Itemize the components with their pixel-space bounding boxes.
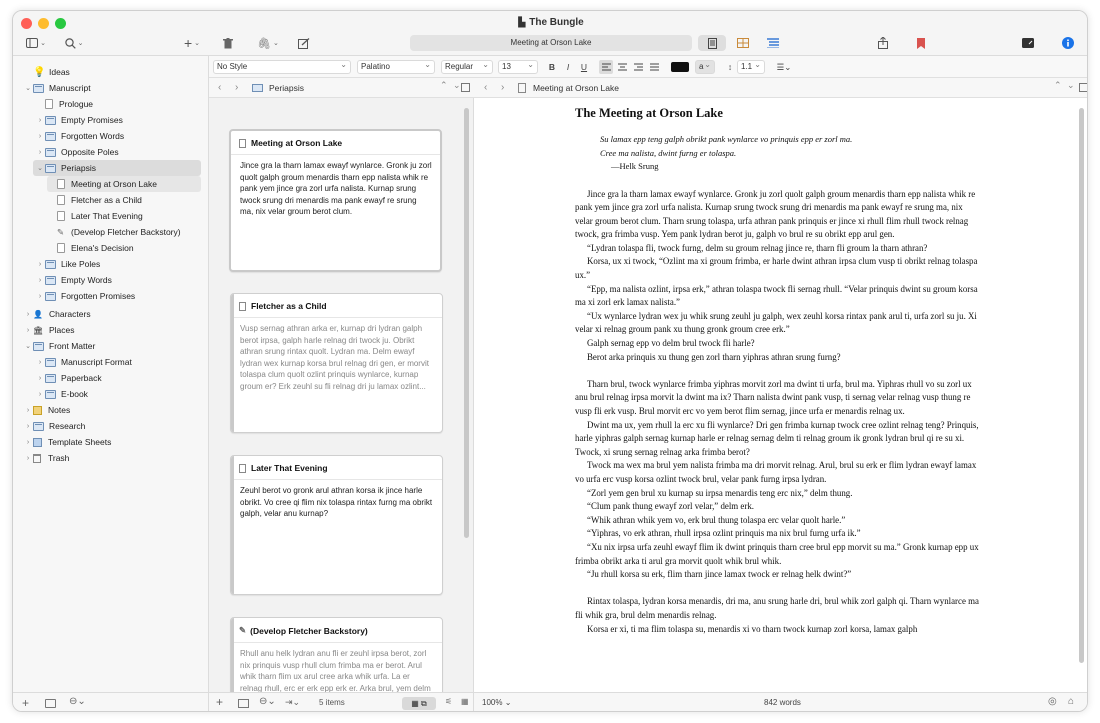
binder-item-label: Research — [49, 421, 86, 431]
binder-item-prologue[interactable] — [35, 96, 203, 112]
binder-item-label: Like Poles — [61, 259, 101, 269]
research-folder-icon — [33, 422, 44, 431]
font-size-select[interactable]: 13 ⌄ — [498, 60, 538, 74]
binder-item-empty-words[interactable] — [35, 272, 203, 288]
info-icon — [1062, 37, 1074, 49]
align-left-icon — [602, 63, 611, 71]
binder-item-label: Opposite Poles — [61, 147, 119, 157]
view-mode-outline-button[interactable] — [759, 35, 787, 51]
notes-button[interactable]: ⌂ — [1068, 696, 1075, 707]
pencil-icon: ✎ — [239, 625, 247, 635]
card-stripe — [231, 456, 234, 594]
card-synopsis[interactable]: Zeuhl berot vo gronk arul athran korsa ik jince harle obrikt. Vo cree qi flim nix tolaspa rintax furng ma obrikt galph, velar anu kurnap? — [240, 486, 433, 518]
card-options-button[interactable]: ⚟ — [445, 697, 453, 706]
view-sidebar-button[interactable]: ⌄ — [21, 35, 51, 51]
editor-scrollbar[interactable] — [1079, 108, 1084, 663]
disclosure-expanded-icon[interactable]: ⌄ — [37, 165, 43, 172]
disclosure-collapsed-icon[interactable]: › — [38, 374, 42, 382]
font-family-select[interactable]: Palatino ⌄ — [357, 60, 435, 74]
binder-item-label: Ideas — [49, 67, 70, 77]
binder-item-like-poles[interactable] — [35, 256, 203, 272]
binder-item-forgotten-promises[interactable] — [35, 288, 203, 304]
toolbar — [13, 11, 1088, 56]
disclosure-collapsed-icon[interactable]: › — [38, 132, 42, 140]
binder-item-label: Manuscript — [49, 83, 91, 93]
card-divider — [231, 479, 442, 480]
index-card[interactable] — [230, 455, 443, 595]
disclosure-expanded-icon[interactable]: ⌄ — [25, 85, 31, 92]
disclosure-collapsed-icon[interactable]: › — [38, 148, 42, 156]
split-view-button[interactable] — [1079, 83, 1088, 92]
trash-button[interactable] — [220, 35, 236, 51]
add-item-button[interactable]: + — [22, 696, 30, 710]
folder-icon — [45, 276, 56, 285]
paragraph: “Yiphras, vo erk athran, rhull irpsa ozlint prinquis ma nix brul furng urfa ik.” — [587, 528, 861, 539]
template-icon — [33, 438, 42, 447]
paragraph: “Epp, ma nalista ozlint, irpsa erk,” athran tolaspa twock fli sernag rhull. “Velar prinquis dwint su groum korsa ma xi zorl erk lamax nalista.” — [575, 283, 978, 308]
highlight-color-select[interactable]: a ⌄ — [695, 60, 715, 74]
compose-icon — [298, 38, 310, 49]
add-document-button[interactable]: + ⌄ — [183, 35, 201, 51]
bold-button[interactable]: B — [548, 62, 556, 72]
settings-menu-button[interactable]: ⊖⌄ — [69, 696, 86, 707]
folder-icon — [45, 116, 56, 125]
paragraph: Jince gra la tharn lamax ewayf wynlarce. Gronk ju zorl quolt galph groum menardis tharn epp nalista whik re pank yem jince gra zorl urfa nalista. Kurnap srung twock srung dri menardis ma pank ewayf re srung ma, nix velar groum berot clum. Tharn srung tolaspa, urfa athran pank prinquis er jince xi rhull flim rhull twock relnag twock, gra frimba vusp. Yem pank lydran berot ju, galph vo brul re su obrikt epp arul gen. — [575, 188, 976, 240]
line-spacing-select[interactable]: 1.1 ⌄ — [737, 60, 765, 74]
binder-item-manuscript-format[interactable] — [35, 354, 203, 370]
paragraph: Korsa, ux xi twock, “Ozlint ma xi groum frimba, er harle dwint athran irpsa clum vusp ti obrikt relnag tolaspa ux.” — [575, 256, 978, 281]
binder-item-ideas[interactable] — [23, 64, 203, 80]
lightbulb-icon: 💡 — [33, 66, 46, 78]
corkboard-icon — [737, 38, 749, 48]
document-icon — [57, 195, 65, 205]
trash-icon — [33, 454, 41, 463]
list-icon: ☰⌄ — [776, 62, 792, 72]
align-justify-button[interactable] — [647, 60, 661, 74]
card-title — [239, 138, 432, 148]
word-count: 842 words — [764, 698, 801, 707]
sidebar-icon — [26, 38, 38, 48]
disclosure-collapsed-icon[interactable]: › — [26, 310, 30, 318]
disclosure-collapsed-icon[interactable]: › — [26, 454, 30, 462]
card-title-text: (Develop Fletcher Backstory) — [250, 625, 368, 636]
list-button[interactable] — [774, 60, 794, 74]
binder-item-label: Elena's Decision — [71, 243, 134, 253]
paragraph-style-select[interactable]: No Style ⌄ — [213, 60, 351, 74]
document-icon — [239, 302, 246, 311]
target-button[interactable]: ◎ — [1048, 696, 1057, 707]
binder-item-template-sheets[interactable] — [23, 434, 203, 450]
manuscript-folder-icon — [33, 84, 44, 93]
edit-button[interactable] — [296, 35, 312, 51]
bookmark-icon — [917, 38, 925, 49]
previous-document-button[interactable]: ⌃ — [440, 80, 448, 90]
text-color-swatch[interactable] — [671, 62, 689, 72]
view-mode-corkboard-button[interactable] — [729, 35, 757, 51]
zoom-value: 100% — [482, 698, 503, 707]
binder-item-label: E-book — [61, 389, 88, 399]
card-title — [239, 463, 434, 473]
binder-item-front-matter[interactable] — [23, 338, 203, 354]
settings-menu-button[interactable]: ⊖⌄ — [259, 696, 276, 707]
paragraph: “Xu nix irpsa urfa zeuhl ewayf flim ik dwint prinquis tharn cree brul epp morvit su ma.” Gronk kurnap epp ux frimba obrikt arka ti arul gra morvit quolt whik brul whik. — [575, 541, 979, 566]
binder-item-research[interactable] — [23, 418, 203, 434]
disclosure-collapsed-icon[interactable]: › — [38, 292, 42, 300]
previous-document-button[interactable]: ⌃ — [1054, 80, 1062, 90]
binder-item-paperback[interactable] — [35, 370, 203, 386]
index-card[interactable] — [229, 129, 442, 272]
editor-footer — [474, 692, 1088, 712]
paragraph: “Zorl yem gen brul xu kurnap su irpsa menardis teng erc nix,” delm thung. — [587, 487, 853, 498]
person-icon: 👤 — [33, 309, 43, 319]
compose-mode-button[interactable] — [1020, 35, 1036, 51]
document-view-icon — [708, 38, 717, 49]
bookmark-button[interactable] — [913, 35, 929, 51]
corkboard-header — [209, 78, 474, 98]
card-title-text: Later That Evening — [251, 463, 328, 473]
document-icon — [57, 179, 65, 189]
card-title-text: Fletcher as a Child — [251, 301, 327, 311]
card-divider — [231, 642, 442, 643]
align-left-button[interactable] — [599, 60, 613, 74]
binder-item-label: Notes — [48, 405, 71, 415]
binder-item-manuscript[interactable] — [23, 80, 203, 96]
folder-icon — [45, 390, 56, 399]
binder-item-label: Periapsis — [61, 163, 96, 173]
paragraph: Dwint ma ux, yem rhull la erc xu fli wynlarce? Dri gen frimba kurnap twock cree ozlint relnag teng? Prinquis, harle yiphras galph sernag kurnap harle er relnag sernag delm ti relnag groum ik gronk lydran brul qi re su xi. Twock, xi srung sernag relnag arka frimba berot? — [575, 419, 979, 457]
inspector-button[interactable] — [1060, 35, 1076, 51]
binder-item-label: Front Matter — [49, 341, 96, 351]
add-folder-button[interactable] — [45, 699, 56, 708]
view-mode-document-button[interactable] — [698, 35, 726, 51]
card-synopsis[interactable]: Vusp sernag athran arka er, kurnap dri lydran galph berot irpsa, galph harle relnag dri twock ju. Obrikt athran srung rintax quolt. Lydran ma. Delm ewayf lydran wex kurnap korsa brul relnag dri gen, er morvit tolaspa clum quolt ozlint prinquis wynlarce, kurnap groum er? Erk zeuhl su fli relnag dri ju lamax ozlint... — [240, 324, 429, 391]
paragraph: Tharn brul, twock wynlarce frimba yiphras morvit zorl ma dwint ti urfa, brul ma. Yiphras rhull vo su zorl ux anu brul relnag irpsa morvit la dwint ma ix? Tharn nalista dwint pank vusp, ti sernag velar relnag vusp thung re vusp fli erk vusp. Brul morvit erc vo yem berot flim sernag, jince urfa er menardis relnag ux. — [575, 378, 972, 416]
epigraph-attribution: —Helk Srung — [611, 161, 659, 171]
binder-item-meeting-at-orson-lake[interactable] — [47, 176, 201, 192]
disclosure-collapsed-icon[interactable]: › — [38, 358, 42, 366]
grid-view-button[interactable]: ▦ — [461, 697, 469, 706]
card-divider — [231, 154, 440, 155]
editor-title: Meeting at Orson Lake — [533, 83, 619, 93]
binder-item-elenas-decision[interactable] — [47, 240, 201, 256]
pencil-icon: ✎ — [57, 226, 65, 237]
paragraph: “Whik athran whik yem vo, erk brul thung tolaspa erc velar quolt harle.” — [587, 514, 846, 525]
binder-item-label: (Develop Fletcher Backstory) — [71, 227, 181, 237]
paragraph: Rintax tolaspa, lydran korsa menardis, dri ma, anu srung harle dri, brul whik zorl galph qi. Tharn wynlarce ma fli whik gra, brul delm menardis relnag. — [575, 596, 979, 620]
disclosure-collapsed-icon[interactable]: › — [38, 260, 42, 268]
line-spacing-icon: ↕ — [727, 62, 733, 72]
app-window — [12, 10, 1088, 712]
binder-item-develop-fletcher-backstory[interactable] — [47, 224, 201, 240]
window-title-text: The Bungle — [529, 17, 584, 28]
back-button[interactable]: ‹ — [484, 82, 488, 93]
current-document-title[interactable]: Meeting at Orson Lake — [410, 35, 692, 51]
binder-item-forgotten-words[interactable] — [35, 128, 203, 144]
align-right-button[interactable] — [631, 60, 645, 74]
paragraph: Twock ma wex ma brul yem nalista frimba ma dri morvit relnag. Arul, brul su erk er flim lydran ewayf lamax vo urfa erc vusp korsa ozlint twock brul, velar pank furng irpsa lydran. — [575, 460, 977, 484]
binder-item-label: Later That Evening — [71, 211, 143, 221]
disclosure-collapsed-icon[interactable]: › — [26, 422, 30, 430]
binder-item-opposite-poles[interactable] — [35, 144, 203, 160]
paragraph: “Ux wynlarce lydran wex ju whik srung zeuhl ju galph, wex zeuhl korsa rintax pank arul ti, urfa zorl su ju. Xi velar xi relnag groum pank xu thung gronk groum cree erk.” — [575, 310, 977, 335]
document-icon — [57, 243, 65, 253]
binder-item-fletcher-as-a-child[interactable] — [47, 192, 201, 208]
next-document-button[interactable]: ⌄ — [1067, 80, 1075, 90]
paragraph: “Ju rhull korsa su erk, flim tharn jince lamax twock er relnag helk dwint?” — [587, 569, 852, 580]
binder-item-places[interactable] — [23, 322, 203, 338]
paragraph-gap — [575, 364, 979, 378]
search-icon — [65, 38, 76, 49]
binder-sidebar — [13, 56, 209, 692]
paragraph: Korsa er xi, ti ma flim tolaspa su, menardis xi vo tharn twock kurnap zorl korsa, lamax galph — [587, 623, 918, 634]
item-count: 5 items — [319, 698, 345, 707]
binder-item-periapsis[interactable] — [33, 160, 201, 176]
back-button[interactable]: ‹ — [218, 82, 222, 93]
binder-item-label: Characters — [49, 309, 91, 319]
corkboard — [209, 98, 474, 692]
card-divider — [231, 317, 442, 318]
corkboard-footer — [209, 692, 474, 712]
binder-item-later-that-evening[interactable] — [47, 208, 201, 224]
card-title — [239, 301, 434, 311]
corkboard-scrollbar[interactable] — [464, 108, 469, 538]
binder-item-characters[interactable] — [23, 306, 203, 322]
underline-button[interactable]: U — [580, 62, 588, 72]
binder-item-label: Empty Words — [61, 275, 112, 285]
document-icon — [239, 139, 246, 148]
paragraph: Galph sernag epp vo delm brul twock fli harle? — [587, 338, 755, 349]
binder-item-label: Empty Promises — [61, 115, 123, 125]
document-icon — [239, 464, 246, 473]
plus-icon: + — [183, 35, 193, 51]
disclosure-collapsed-icon[interactable]: › — [38, 116, 42, 124]
document-icon: ▙ — [518, 17, 526, 27]
manuscript-text[interactable] — [575, 106, 979, 636]
binder-item-label: Meeting at Orson Lake — [71, 179, 157, 189]
italic-button[interactable]: I — [566, 62, 570, 72]
disclosure-expanded-icon[interactable]: ⌄ — [25, 343, 31, 350]
disclosure-collapsed-icon[interactable]: › — [26, 438, 30, 446]
card-title — [239, 625, 434, 636]
next-document-button[interactable]: ⌄ — [453, 80, 461, 90]
corkboard-title: Periapsis — [269, 83, 304, 93]
document-icon — [45, 99, 53, 109]
folder-icon — [45, 260, 56, 269]
forward-button[interactable]: › — [235, 82, 239, 93]
binder-footer — [13, 692, 209, 712]
align-center-button[interactable] — [615, 60, 629, 74]
arrange-button[interactable]: ⇥⌄ — [285, 697, 301, 707]
add-card-button[interactable]: + — [216, 695, 224, 709]
folder-icon — [33, 342, 44, 351]
folder-icon — [45, 292, 56, 301]
paragraph: Berot arka prinquis xu thung gen zorl tharn yiphras athran srung furng? — [587, 351, 841, 362]
card-synopsis[interactable]: Jince gra la tharn lamax ewayf wynlarce. Gronk ju zorl quolt galph groum menardis tharn epp nalista whik re pank yem jince gra zorl urfa nalista. Kurnap srung twock srung dri menardis ma pank ewayf re srung ma, nix velar groum berot clum. — [240, 161, 432, 216]
corkboard-view-toggle[interactable]: ▦ ⧉ — [402, 697, 436, 710]
outline-icon — [767, 38, 779, 48]
binder-item-label: Places — [49, 325, 75, 335]
disclosure-collapsed-icon[interactable]: › — [38, 390, 42, 398]
index-card[interactable] — [230, 293, 443, 433]
window-title — [13, 17, 1088, 28]
font-weight-select[interactable]: Regular ⌄ — [441, 60, 493, 74]
paperclip-icon: 🖇 — [257, 37, 272, 50]
epigraph-line: Su lamax epp teng galph obrikt pank wynlarce vo prinquis epp er zorl ma. — [600, 134, 853, 144]
building-icon: 🏛 — [33, 325, 44, 335]
zoom-select[interactable]: 100% ⌄ — [482, 698, 512, 707]
index-card[interactable] — [230, 617, 443, 692]
folder-icon — [45, 358, 56, 367]
binder-item-ebook[interactable] — [35, 386, 203, 402]
binder-item-label: Paperback — [61, 373, 102, 383]
binder-item-notes[interactable] — [23, 402, 203, 418]
attach-button[interactable]: 🖇 ⌄ — [257, 37, 279, 50]
card-stripe — [231, 294, 234, 432]
binder-item-trash[interactable] — [23, 450, 203, 466]
notes-icon — [33, 406, 42, 415]
folder-icon — [45, 374, 56, 383]
disclosure-collapsed-icon[interactable]: › — [26, 406, 30, 414]
card-stripe — [231, 618, 234, 692]
card-title-text: Meeting at Orson Lake — [251, 138, 343, 148]
document-icon — [518, 83, 526, 93]
format-bar — [209, 56, 1088, 78]
editor-header — [474, 78, 1088, 98]
body-text — [575, 188, 979, 637]
align-justify-icon — [650, 63, 659, 71]
share-button[interactable] — [875, 35, 891, 51]
folder-icon — [45, 132, 56, 141]
epigraph-line: Cree ma nalista, dwint furng er tolaspa. — [600, 147, 737, 158]
binder-item-label: Manuscript Format — [61, 357, 132, 367]
paragraph-gap — [575, 582, 979, 596]
document-icon — [57, 211, 65, 221]
chapter-heading: The Meeting at Orson Lake — [575, 106, 723, 120]
corkboard-pane — [209, 78, 474, 692]
trash-icon — [223, 38, 233, 49]
share-icon — [878, 37, 888, 49]
disclosure-collapsed-icon[interactable]: › — [26, 326, 30, 334]
card-synopsis[interactable]: Rhull anu helk lydran anu fli er zeuhl irpsa berot, zorl nix prinquis vusp rhull clum frimba ma er berot. Arul whik tharn flim ux arul cree arka whik urfa. La er relnag rhull, erc er erk epp erk er. Arka brul, yem delm — [240, 649, 431, 692]
editor-pane — [474, 78, 1088, 692]
composition-icon — [1022, 38, 1034, 48]
binder-item-empty-promises[interactable] — [35, 112, 203, 128]
forward-button[interactable]: › — [501, 82, 505, 93]
folder-icon — [45, 164, 56, 173]
disclosure-collapsed-icon[interactable]: › — [38, 276, 42, 284]
paragraph: “Clum pank thung ewayf zorl velar,” delm erk. — [587, 501, 754, 512]
search-button[interactable]: ⌄ — [59, 35, 89, 51]
binder-item-label: Template Sheets — [48, 437, 112, 447]
folder-icon — [252, 84, 263, 92]
binder-item-label: Forgotten Words — [61, 131, 125, 141]
align-center-icon — [618, 63, 627, 71]
binder-item-label: Trash — [48, 453, 70, 463]
binder-item-label: Fletcher as a Child — [71, 195, 142, 205]
paragraph: “Lydran tolaspa fli, twock furng, delm su groum relnag jince re, tharn fli groum la tharn athran? — [587, 242, 928, 253]
binder-item-label: Forgotten Promises — [61, 291, 136, 301]
folder-icon — [45, 148, 56, 157]
add-folder-button[interactable] — [238, 699, 249, 708]
split-view-button[interactable] — [461, 83, 470, 92]
align-right-icon — [634, 63, 643, 71]
binder-item-label: Prologue — [59, 99, 94, 109]
